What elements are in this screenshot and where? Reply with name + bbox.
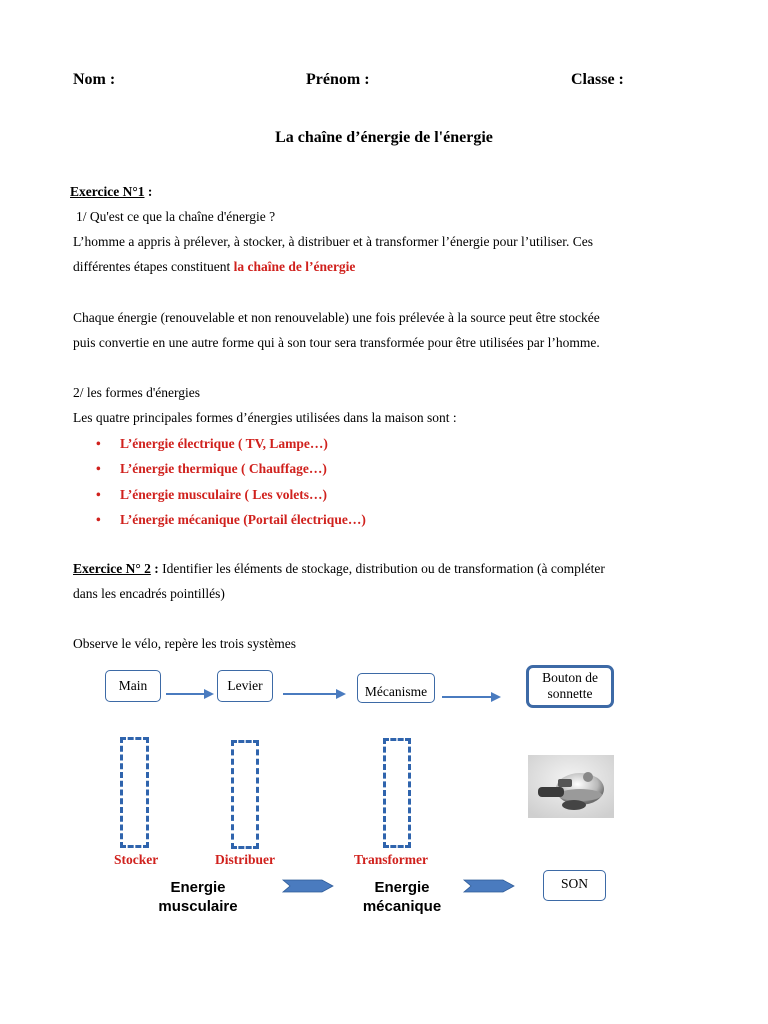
energy-form-label: L’énergie thermique ( Chauffage…) [120, 461, 327, 477]
line-arrow-2 [283, 689, 346, 699]
energie-mecanique-line-1: Energie [374, 879, 430, 896]
block-arrow-2 [464, 880, 514, 892]
ex1-question-1: 1/ Qu'est ce que la chaîne d'énergie ? [76, 209, 276, 224]
block-arrow-1 [283, 880, 333, 892]
label-distribuer: Distribuer [215, 852, 275, 867]
box-mecanisme: Mécanisme [357, 673, 435, 703]
box-bouton-sonnette: Bouton de sonnette [526, 665, 614, 708]
ex1-question-2: 2/ les formes d'énergies [73, 385, 201, 400]
classe-label: Classe : [571, 71, 624, 88]
ex2-heading: Exercice N° 2 [73, 561, 151, 576]
bell-icon [528, 755, 614, 818]
bullet-icon: • [96, 511, 101, 527]
bullet-icon: • [96, 436, 101, 451]
energie-musculaire-line-2: musculaire [158, 898, 238, 915]
page-title: La chaîne d’énergie de l'énergie [275, 129, 493, 146]
energy-form-label: L’énergie musculaire ( Les volets…) [120, 486, 327, 502]
energy-form-label: L’énergie électrique ( TV, Lampe…) [120, 436, 328, 451]
ex1-paragraph-2-line-1: Chaque énergie (renouvelable et non renouvelable) une fois prélevée à la source peut être stockée [73, 310, 600, 325]
ex2-instruction: Identifier les éléments de stockage, distribution ou de transformation (à compléter [158, 561, 605, 576]
nom-label: Nom : [73, 71, 116, 88]
box-levier: Levier [217, 670, 273, 702]
dashed-box-transformer[interactable] [383, 738, 411, 848]
dashed-box-stocker[interactable] [120, 737, 149, 848]
prenom-label: Prénom : [306, 71, 370, 88]
ex2-heading-colon: : [150, 561, 159, 576]
energie-mecanique-line-2: mécanique [362, 898, 442, 915]
dashed-box-distribuer[interactable] [231, 740, 259, 849]
line-arrow-1 [166, 689, 214, 699]
label-stocker: Stocker [114, 852, 159, 867]
box-main: Main [105, 670, 161, 702]
energie-musculaire-line-1: Energie [170, 879, 226, 896]
bullet-icon: • [96, 461, 101, 477]
ex1-heading-text: Exercice N°1 [70, 184, 145, 199]
ex1-heading-colon: : [144, 184, 153, 199]
p1-line2-highlight: la chaîne de l’énergie [233, 259, 356, 274]
ex2-line-2: dans les encadrés pointillés) [73, 586, 225, 601]
p1-line2-text: différentes étapes constituent [73, 259, 234, 274]
ex2-observe: Observe le vélo, repère les trois systèmes [73, 636, 297, 651]
bell-image [528, 755, 614, 818]
energie-musculaire [138, 878, 258, 916]
ex1-forms-intro: Les quatre principales formes d’énergies utilisées dans la maison sont : [73, 410, 457, 425]
ex1-paragraph-2-line-2: puis convertie en une autre forme qui à son tour sera transformée pour être utilisées par l’homme. [73, 335, 600, 350]
energie-mecanique [342, 878, 462, 916]
bullet-icon: • [96, 486, 101, 502]
energy-form-label: L’énergie mécanique (Portail électrique…) [120, 511, 366, 527]
box-son: SON [543, 870, 606, 901]
line-arrow-3 [442, 692, 501, 702]
label-transformer: Transformer [354, 852, 428, 867]
ex1-paragraph-1-line-1: L’homme a appris à prélever, à stocker, à distribuer et à transformer l’énergie pour l’utiliser. Ces [73, 234, 593, 249]
